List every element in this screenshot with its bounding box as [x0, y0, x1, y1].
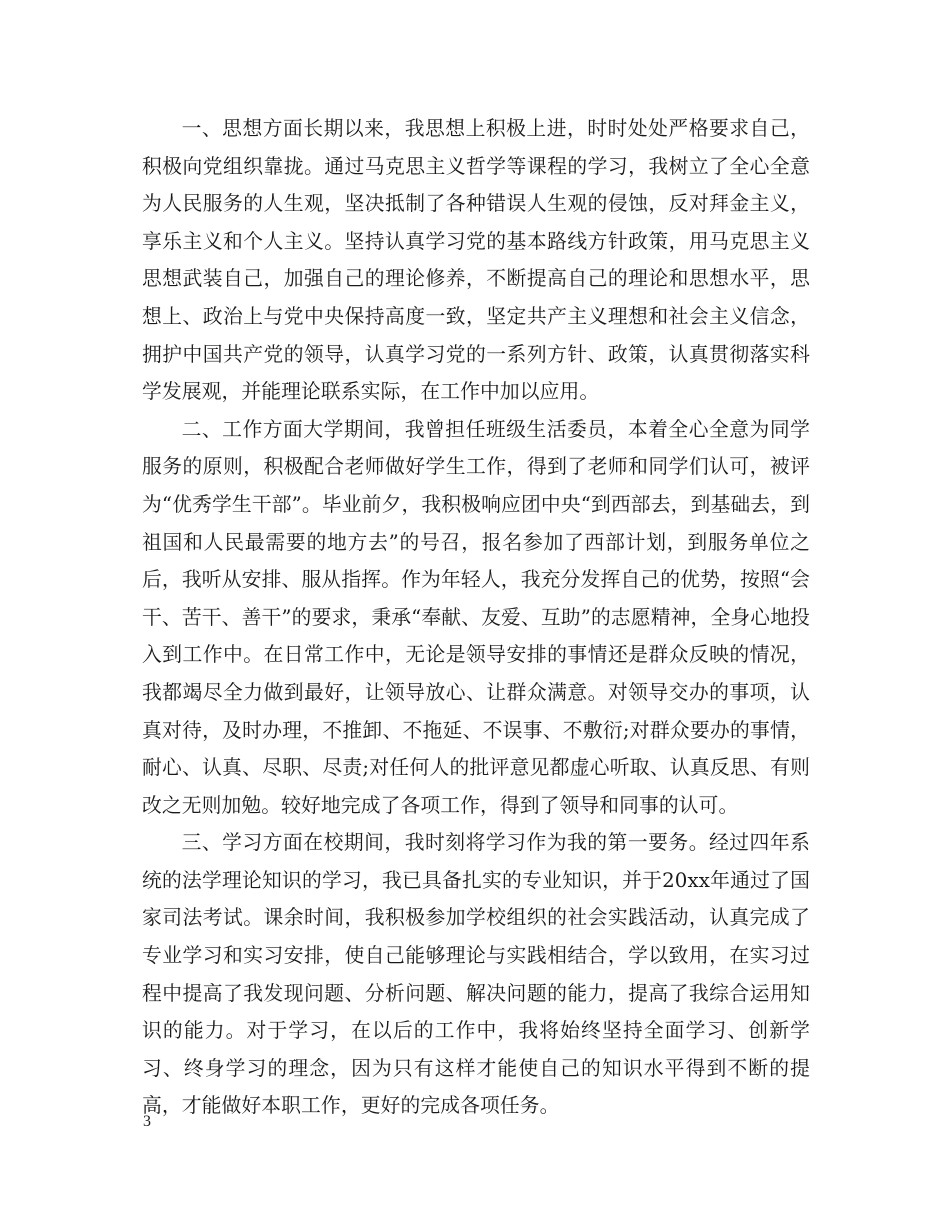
- paragraph-work: 二、工作方面大学期间，我曾担任班级生活委员，本着全心全意为同学服务的原则，积极配合老师做好学生工作，得到了老师和同学们认可，被评为“优秀学生干部”。毕业前夕，我积极响应团中央“到西部去，到基础去，到祖国和人民最需要的地方去”的号召，报名参加了西部计划，到服务单位之后，我听从安排、服从指挥。作为年轻人，我充分发挥自己的优势，按照“会干、苦干、善干”的要求，秉承“奉献、友爱、互助”的志愿精神，全身心地投入到工作中。在日常工作中，无论是领导安排的事情还是群众反映的情况，我都竭尽全力做到最好，让领导放心、让群众满意。对领导交办的事项，认真对待，及时办理，不推卸、不拖延、不误事、不敷衍;对群众要办的事情，耐心、认真、尽职、尽责;对任何人的批评意见都虚心听取、认真反思、有则改之无则加勉。较好地完成了各项工作，得到了领导和同事的认可。: [142, 417, 810, 817]
- paragraph-study: 三、学习方面在校期间，我时刻将学习作为我的第一要务。经过四年系统的法学理论知识的学习，我已具备扎实的专业知识，并于20xx年通过了国家司法考试。课余时间，我积极参加学校组织的社会实践活动，认真完成了专业学习和实习安排，使自己能够理论与实践相结合，学以致用，在实习过程中提高了我发现问题、分析问题、解决问题的能力，提高了我综合运用知识的能力。对于学习，在以后的工作中，我将始终坚持全面学习、创新学习、终身学习的理念，因为只有这样才能使自己的知识水平得到不断的提高，才能做好本职工作，更好的完成各项任务。: [142, 831, 810, 1118]
- document-body: [142, 110, 810, 1125]
- page-number: 3: [143, 1113, 151, 1130]
- paragraph-ideology: 一、思想方面长期以来，我思想上积极上进，时时处处严格要求自己，积极向党组织靠拢。通过马克思主义哲学等课程的学习，我树立了全心全意为人民服务的人生观，坚决抵制了各种错误人生观的侵蚀，反对拜金主义，享乐主义和个人主义。坚持认真学习党的基本路线方针政策，用马克思主义思想武装自己，加强自己的理论修养，不断提高自己的理论和思想水平，思想上、政治上与党中央保持高度一致，坚定共产主义理想和社会主义信念，拥护中国共产党的领导，认真学习党的一系列方针、政策，认真贯彻落实科学发展观，并能理论联系实际，在工作中加以应用。: [142, 117, 810, 404]
